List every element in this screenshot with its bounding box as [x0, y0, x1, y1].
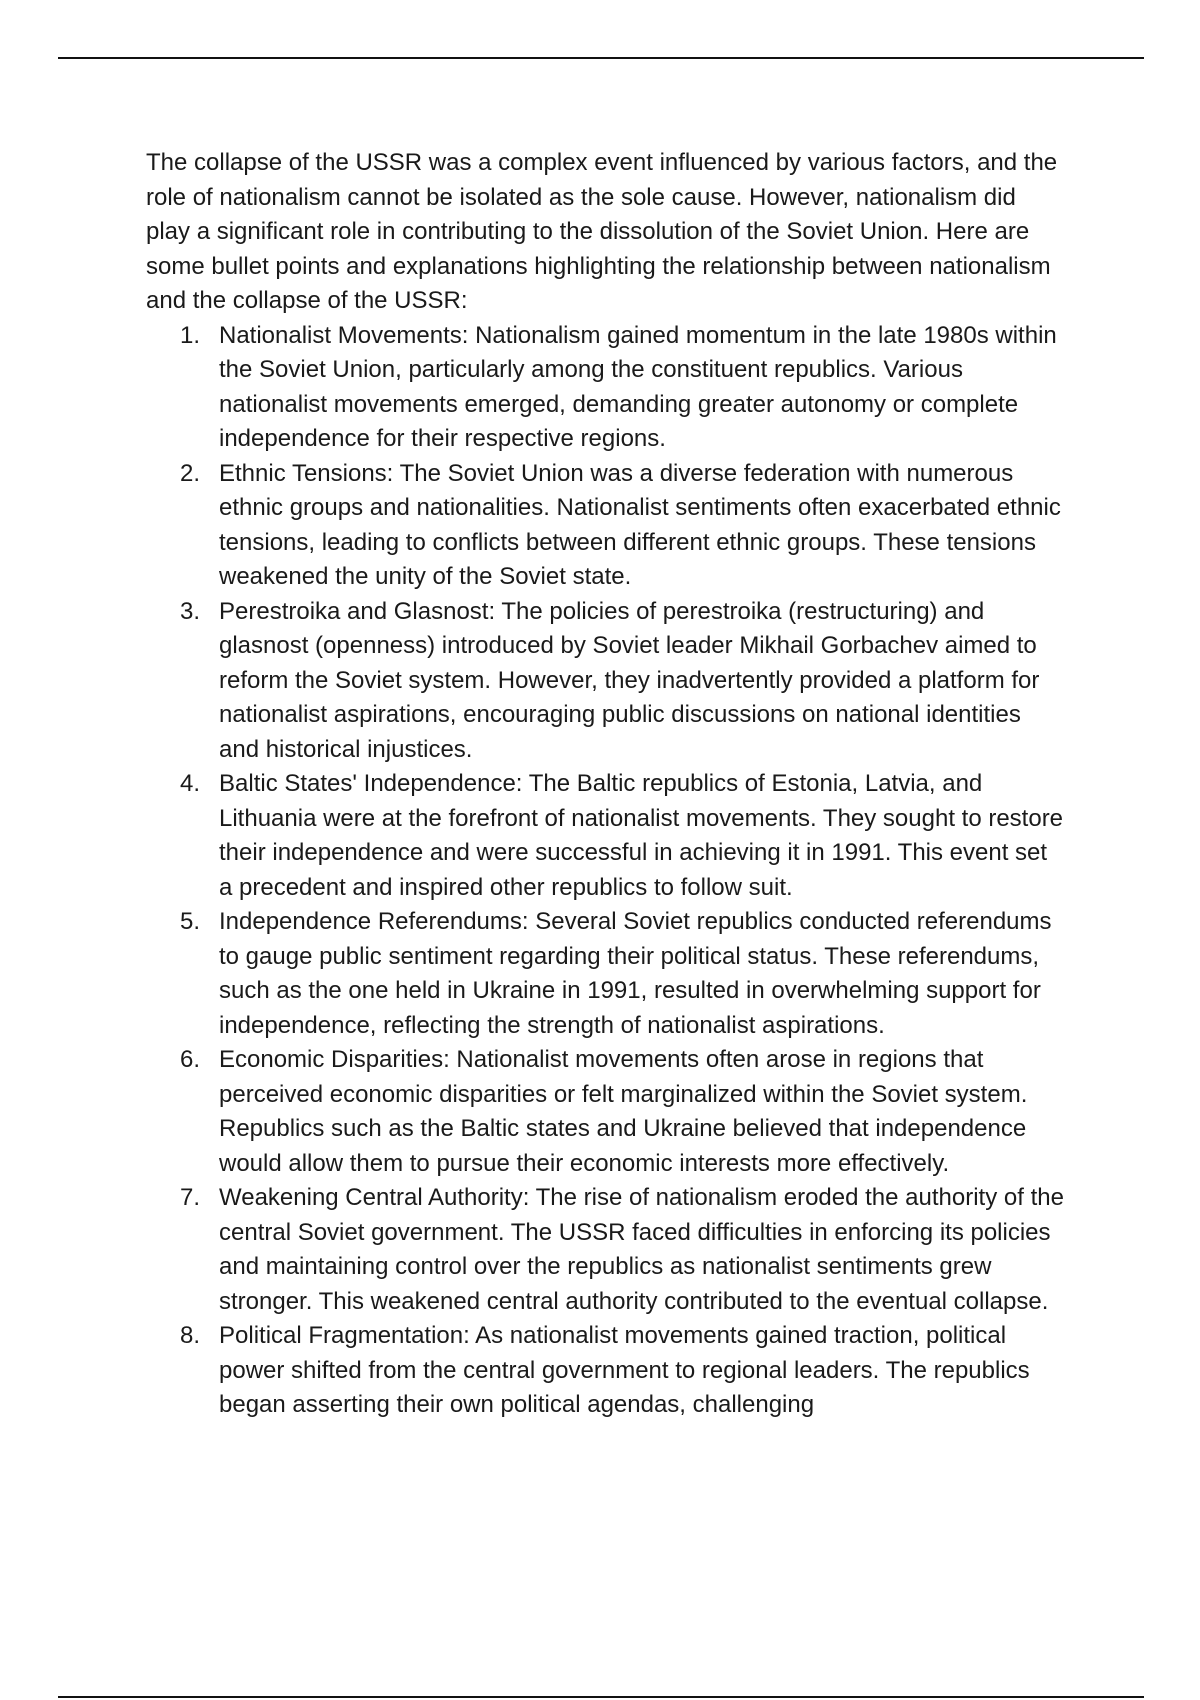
list-item-number: 1.	[180, 321, 201, 349]
document-body	[146, 146, 1066, 1423]
list-item-number: 3.	[180, 597, 201, 625]
header-rule	[58, 57, 1144, 59]
list-item-number: 6.	[180, 1046, 201, 1073]
list-item	[146, 1181, 1066, 1319]
list-item-text: Economic Disparities: Nationalist movements often arose in regions that perceived economic disparities or felt marginalized within the Soviet system. Republics such as the Baltic states and Ukraine believed that independence would allow them to pursue their economic interests more effectively.	[219, 1046, 1028, 1177]
list-item-number: 8.	[180, 1322, 201, 1349]
list-item	[146, 905, 1066, 1043]
numbered-list	[146, 319, 1066, 1423]
list-item-text: Baltic States' Independence: The Baltic republics of Estonia, Latvia, and Lithuania were at the forefront of nationalist movements. They sought to restore their independence and were successful in achieving it in 1991. This event set a precedent and inspired other republics to follow suit.	[219, 770, 1064, 901]
list-item	[146, 1319, 1066, 1423]
list-item-text: Perestroika and Glasnost: The policies of perestroika (restructuring) and glasnost (openness) introduced by Soviet leader Mikhail Gorbachev aimed to reform the Soviet system. However, they inadvertently provided a platform for nationalist aspirations, encouraging public discussions on national identities and historical injustices.	[219, 597, 1040, 763]
list-item	[146, 319, 1066, 457]
intro-paragraph: The collapse of the USSR was a complex event influenced by various factors, and the role of nationalism cannot be isolated as the sole cause. However, nationalism did play a significant role in contributing to the dissolution of the Soviet Union. Here are some bullet points and explanations highlighting the relationship between nationalism and the collapse of the USSR:	[146, 149, 1058, 314]
list-item	[146, 767, 1066, 905]
list-item	[146, 595, 1066, 768]
list-item-number: 7.	[180, 1184, 201, 1211]
list-item	[146, 457, 1066, 595]
list-item	[146, 1043, 1066, 1181]
list-item-text: Ethnic Tensions: The Soviet Union was a diverse federation with numerous ethnic groups and nationalities. Nationalist sentiments often exacerbated ethnic tensions, leading to conflicts between different ethnic groups. These tensions weakened the unity of the Soviet state.	[219, 459, 1061, 590]
list-item-number: 2.	[180, 459, 201, 487]
list-item-number: 5.	[180, 908, 201, 935]
list-item-text: Weakening Central Authority: The rise of nationalism eroded the authority of the central Soviet government. The USSR faced difficulties in enforcing its policies and maintaining control over the republics as nationalist sentiments grew stronger. This weakened central authority contributed to the eventual collapse.	[219, 1184, 1064, 1315]
list-item-text: Political Fragmentation: As nationalist movements gained traction, political power shifted from the central government to regional leaders. The republics began asserting their own political agendas, challenging	[219, 1322, 1030, 1418]
footer-rule	[58, 1696, 1144, 1698]
list-item-text: Nationalist Movements: Nationalism gained momentum in the late 1980s within the Soviet Union, particularly among the constituent republics. Various nationalist movements emerged, demanding greater autonomy or complete independence for their respective regions.	[219, 321, 1057, 452]
list-item-text: Independence Referendums: Several Soviet republics conducted referendums to gauge public sentiment regarding their political status. These referendums, such as the one held in Ukraine in 1991, resulted in overwhelming support for independence, reflecting the strength of nationalist aspirations.	[219, 908, 1052, 1039]
list-item-number: 4.	[180, 770, 201, 797]
